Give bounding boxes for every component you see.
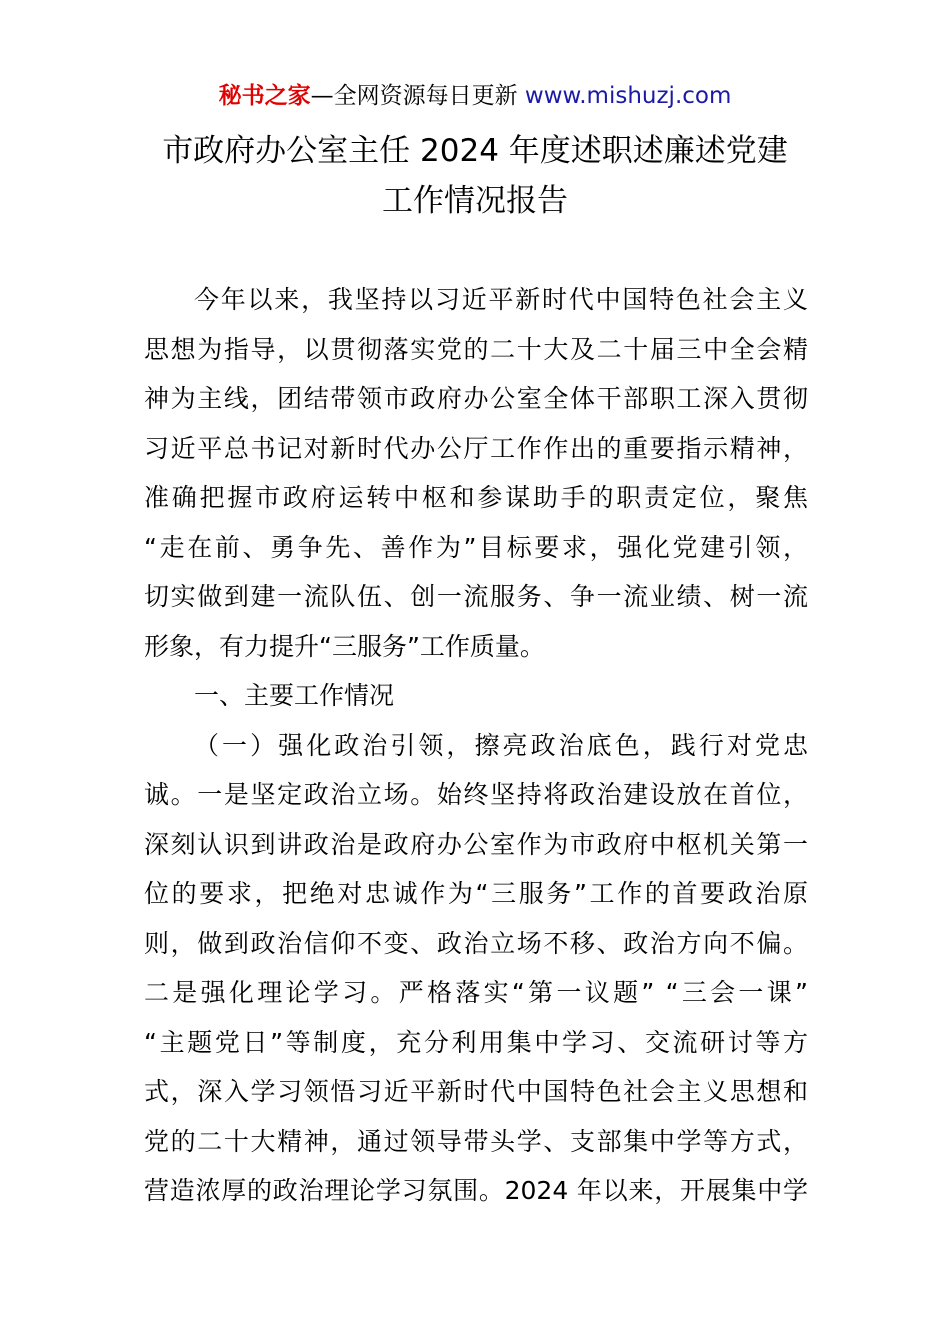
- paragraph-line: 式，深入学习领悟习近平新时代中国特色社会主义思想和: [144, 1077, 808, 1106]
- paragraph-line: （一）强化政治引领，擦亮政治底色，践行对党忠: [194, 730, 808, 760]
- title-line-2: 工作情况报告: [382, 183, 568, 219]
- section-heading: 一、主要工作情况: [194, 681, 395, 710]
- paragraph-line: “走在前、勇争先、善作为”目标要求，强化党建引领，: [144, 532, 808, 562]
- paragraph-line: 切实做到建一流队伍、创一流服务、争一流业绩、树一流: [144, 582, 808, 611]
- paragraph-line: 思想为指导，以贯彻落实党的二十大及二十届三中全会精: [144, 334, 808, 364]
- title-line-1: 市政府办公室主任 2024 年度述职述廉述党建: [162, 133, 788, 169]
- paragraph-line: 今年以来，我坚持以习近平新时代中国特色社会主义: [194, 285, 808, 314]
- document-title: [0, 126, 950, 226]
- paragraph-line: 营造浓厚的政治理论学习氛围。2024 年以来，开展集中学: [144, 1176, 808, 1205]
- site-header: [0, 80, 950, 112]
- paragraph-line: 深刻认识到讲政治是政府办公室作为市政府中枢机关第一: [144, 829, 808, 859]
- brand-name: 秘书之家: [218, 83, 311, 109]
- paragraph-line: 准确把握市政府运转中枢和参谋助手的职责定位，聚焦: [144, 483, 808, 512]
- paragraph-line: 神为主线，团结带领市政府办公室全体干部职工深入贯彻: [144, 384, 808, 413]
- paragraph-line: 诚。一是坚定政治立场。始终坚持将政治建设放在首位，: [144, 780, 808, 809]
- paragraph-line: 位的要求，把绝对忠诚作为“三服务”工作的首要政治原: [144, 879, 808, 908]
- paragraph-line: 形象，有力提升“三服务”工作质量。: [144, 631, 545, 661]
- paragraph-line: 则，做到政治信仰不变、政治立场不移、政治方向不偏。: [144, 928, 808, 958]
- paragraph-line: “主题党日”等制度，充分利用集中学习、交流研讨等方: [144, 1027, 808, 1057]
- paragraph-line: 习近平总书记对新时代办公厅工作作出的重要指示精神，: [144, 433, 808, 463]
- paragraph-line: 二是强化理论学习。严格落实“第一议题” “三会一课”: [144, 978, 808, 1007]
- paragraph-line: 党的二十大精神，通过领导带头学、支部集中学等方式，: [144, 1126, 808, 1156]
- site-url[interactable]: www.mishuzj.com: [524, 83, 732, 109]
- header-tagline: —全网资源每日更新: [310, 83, 525, 109]
- document-body: [144, 275, 808, 1216]
